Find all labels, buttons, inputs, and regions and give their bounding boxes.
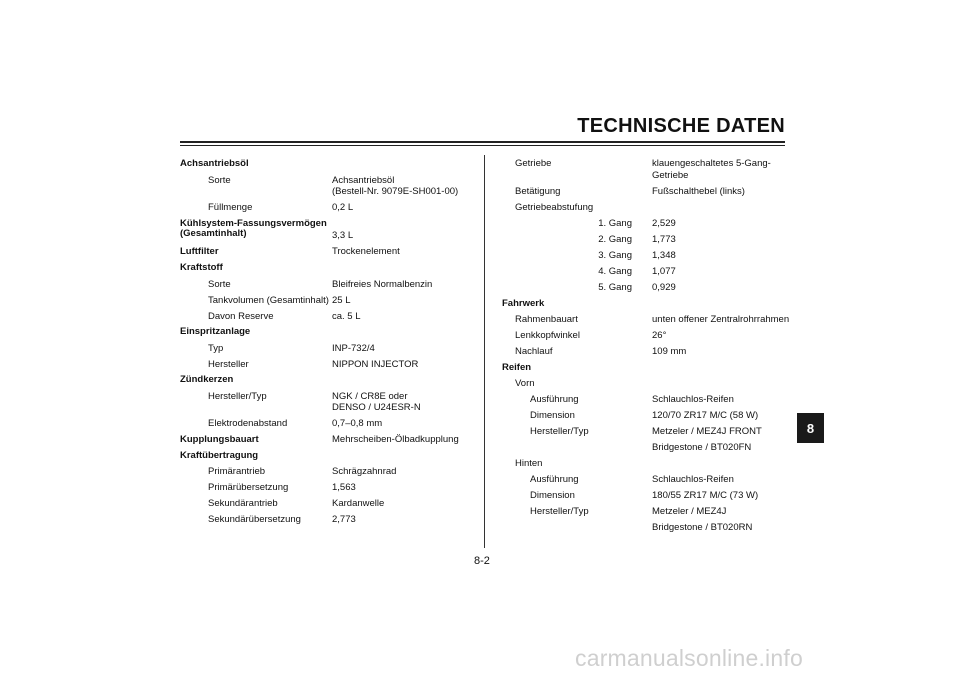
value-hinten-dimension: 180/55 ZR17 M/C (73 W): [652, 490, 759, 501]
label-kraftstoff-sorte: Sorte: [208, 279, 231, 290]
value-kupplungsbauart: Mehrscheiben-Ölbadkupplung: [332, 434, 459, 445]
section-kuehlsystem-1: Kühlsystem-Fassungsvermögen: [180, 218, 327, 229]
label-typ: Typ: [208, 343, 224, 354]
section-fahrwerk: Fahrwerk: [502, 298, 545, 309]
value-nachlauf: 109 mm: [652, 346, 687, 357]
label-tankvolumen: Tankvolumen (Gesamtinhalt): [208, 295, 329, 306]
label-betaetigung: Betätigung: [515, 186, 561, 197]
label-hinten-hersteller: Hersteller/Typ: [530, 506, 589, 517]
value-gang-2: 1,773: [652, 234, 676, 245]
value-zk-hersteller-1: NGK / CR8E oder: [332, 391, 408, 402]
value-vorn-hersteller-2: Bridgestone / BT020FN: [652, 442, 752, 453]
label-hinten: Hinten: [515, 458, 543, 469]
section-reifen: Reifen: [502, 362, 532, 373]
value-getriebe-2: Getriebe: [652, 170, 689, 181]
value-gang-1: 2,529: [652, 218, 676, 229]
value-sorte-2: (Bestell-Nr. 9079E-SH001-00): [332, 186, 459, 197]
page-title: TECHNISCHE DATEN: [577, 115, 785, 137]
value-sekundaerantrieb: Kardanwelle: [332, 498, 385, 509]
header-rule-thin: [180, 145, 785, 146]
value-tankvolumen: 25 L: [332, 295, 351, 306]
value-gang-5: 0,929: [652, 282, 676, 293]
section-luftfilter: Luftfilter: [180, 246, 219, 257]
section-achsantriebsoel: Achsantriebsöl: [180, 158, 249, 169]
value-sorte-1: Achsantriebsöl: [332, 175, 395, 186]
label-zk-hersteller: Hersteller/Typ: [208, 391, 267, 402]
value-typ: INP-732/4: [332, 343, 375, 354]
value-hinten-hersteller-1: Metzeler / MEZ4J: [652, 506, 727, 517]
value-vorn-ausfuehrung: Schlauchlos-Reifen: [652, 394, 734, 405]
value-vorn-hersteller-1: Metzeler / MEZ4J FRONT: [652, 426, 762, 437]
value-kuehlsystem: 3,3 L: [332, 230, 354, 241]
value-gang-3: 1,348: [652, 250, 676, 261]
column-divider: [484, 155, 485, 548]
value-betaetigung: Fußschalthebel (links): [652, 186, 745, 197]
label-primaeruebersetzung: Primärübersetzung: [208, 482, 289, 493]
value-primaerantrieb: Schrägzahnrad: [332, 466, 397, 477]
value-kraftstoff-sorte: Bleifreies Normalbenzin: [332, 279, 433, 290]
value-lenkkopfwinkel: 26°: [652, 330, 667, 341]
label-hinten-dimension: Dimension: [530, 490, 575, 501]
value-hersteller: NIPPON INJECTOR: [332, 359, 419, 370]
value-elektrodenabstand: 0,7–0,8 mm: [332, 418, 383, 429]
label-hinten-ausfuehrung: Ausführung: [530, 474, 579, 485]
label-primaerantrieb: Primärantrieb: [208, 466, 266, 477]
value-gang-4: 1,077: [652, 266, 676, 277]
label-getriebe: Getriebe: [515, 158, 552, 169]
value-primaeruebersetzung: 1,563: [332, 482, 356, 493]
label-sekundaerantrieb: Sekundärantrieb: [208, 498, 278, 509]
label-rahmenbauart: Rahmenbauart: [515, 314, 578, 325]
label-vorn-dimension: Dimension: [530, 410, 575, 421]
label-nachlauf: Nachlauf: [515, 346, 553, 357]
value-reserve: ca. 5 L: [332, 311, 361, 322]
label-reserve: Davon Reserve: [208, 311, 274, 322]
label-vorn-hersteller: Hersteller/Typ: [530, 426, 589, 437]
header-rule-thick: [180, 141, 785, 143]
section-einspritzanlage: Einspritzanlage: [180, 326, 251, 337]
value-getriebe-1: klauengeschaltetes 5-Gang-: [652, 158, 771, 169]
label-fuellmenge: Füllmenge: [208, 202, 253, 213]
value-fuellmenge: 0,2 L: [332, 202, 354, 213]
label-gang-2: 2. Gang: [598, 234, 632, 245]
value-luftfilter: Trockenelement: [332, 246, 400, 257]
label-getriebeabstufung: Getriebeabstufung: [515, 202, 594, 213]
page-number: 8-2: [474, 555, 490, 567]
label-sorte: Sorte: [208, 175, 231, 186]
label-vorn-ausfuehrung: Ausführung: [530, 394, 579, 405]
value-rahmenbauart: unten offener Zentralrohrrahmen: [652, 314, 790, 325]
section-zuendkerzen: Zündkerzen: [180, 374, 234, 385]
label-sekundaeruebersetzung: Sekundärübersetzung: [208, 514, 301, 525]
label-gang-4: 4. Gang: [598, 266, 632, 277]
label-gang-5: 5. Gang: [598, 282, 632, 293]
value-vorn-dimension: 120/70 ZR17 M/C (58 W): [652, 410, 759, 421]
label-gang-1: 1. Gang: [598, 218, 632, 229]
label-hersteller: Hersteller: [208, 359, 249, 370]
value-hinten-hersteller-2: Bridgestone / BT020RN: [652, 522, 753, 533]
section-kraftstoff: Kraftstoff: [180, 262, 223, 273]
label-gang-3: 3. Gang: [598, 250, 632, 261]
value-sekundaeruebersetzung: 2,773: [332, 514, 356, 525]
section-kupplungsbauart: Kupplungsbauart: [180, 434, 259, 445]
chapter-tab[interactable]: 8: [797, 413, 824, 443]
label-elektrodenabstand: Elektrodenabstand: [208, 418, 288, 429]
label-lenkkopfwinkel: Lenkkopfwinkel: [515, 330, 580, 341]
value-hinten-ausfuehrung: Schlauchlos-Reifen: [652, 474, 734, 485]
label-vorn: Vorn: [515, 378, 535, 389]
watermark-text: carmanualsonline.info: [575, 645, 803, 671]
section-kraftuebertragung: Kraftübertragung: [180, 450, 259, 461]
value-zk-hersteller-2: DENSO / U24ESR-N: [332, 402, 421, 413]
section-kuehlsystem-2: (Gesamtinhalt): [180, 228, 247, 239]
